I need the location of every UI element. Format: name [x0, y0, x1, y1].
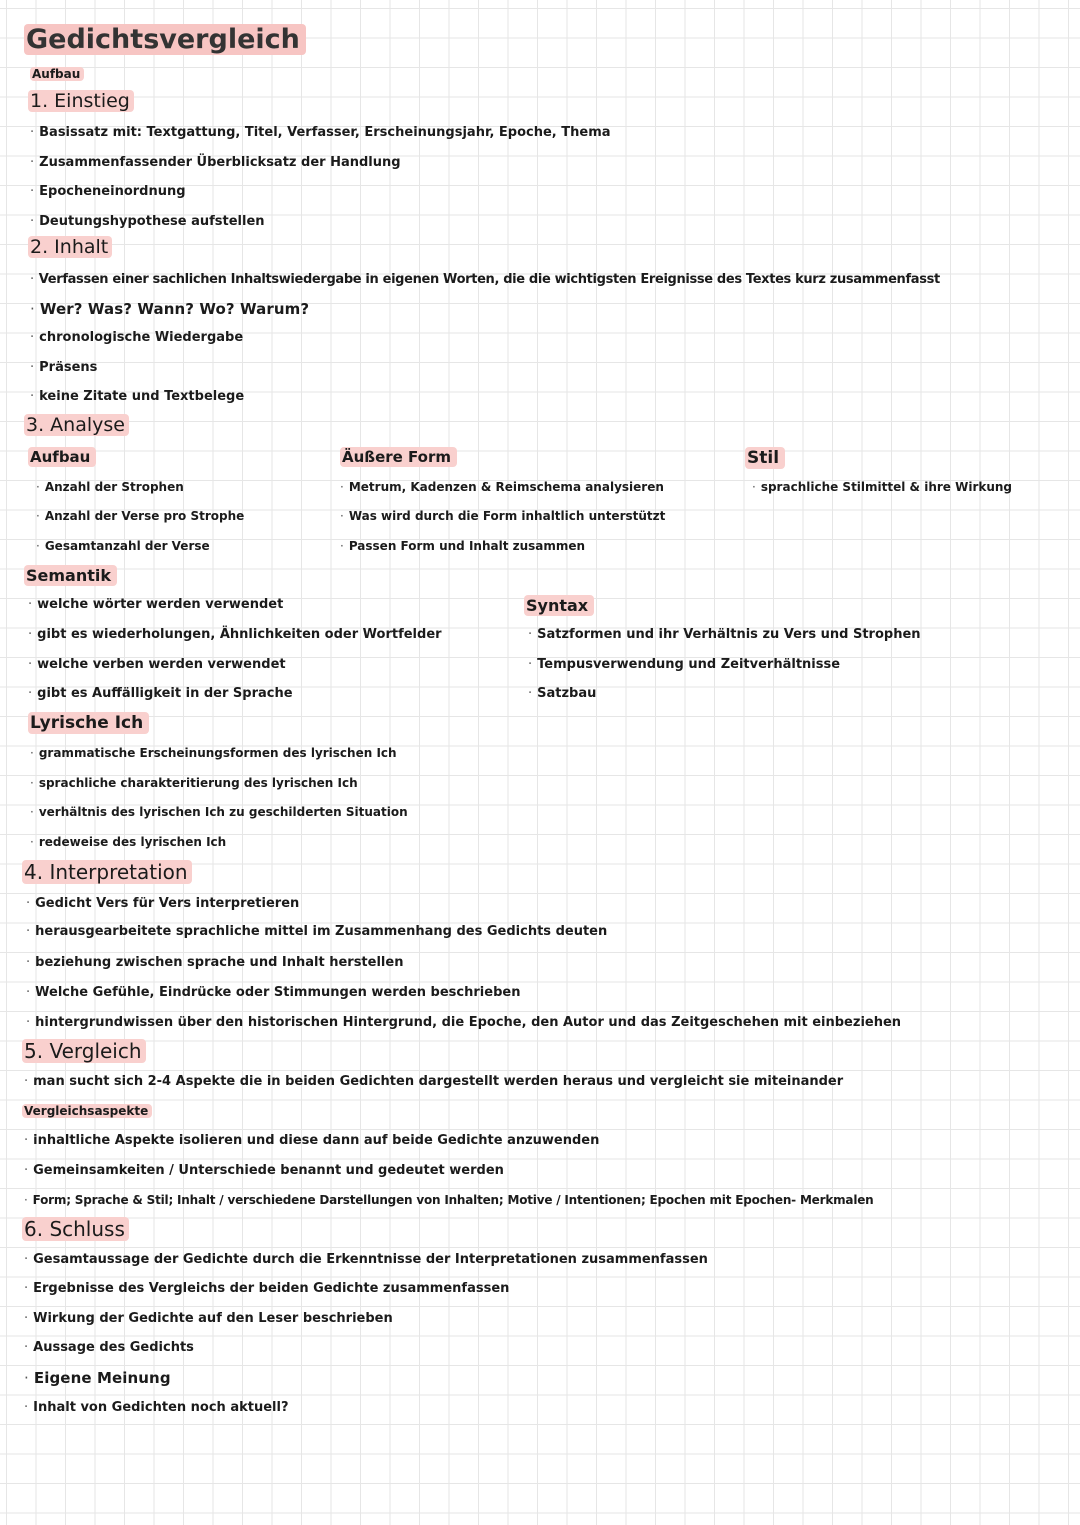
list-item: · herausgearbeitete sprachliche mittel im Zusammenhang des Gedichts deuten	[26, 924, 608, 939]
list-item: · Gesamtanzahl der Verse	[36, 539, 210, 553]
list-item: · gibt es Auffälligkeit in der Sprache	[28, 686, 293, 701]
list-item: · Gesamtaussage der Gedichte durch die Erkenntnisse der Interpretationen zusammenfassen	[24, 1252, 708, 1267]
list-item: · Welche Gefühle, Eindrücke oder Stimmungen werden beschrieben	[26, 985, 521, 1000]
list-item: · Ergebnisse des Vergleichs der beiden Gedichte zusammenfassen	[24, 1281, 510, 1296]
list-item: · Form; Sprache & Stil; Inhalt / verschiedene Darstellungen von Inhalten; Motive / Intentionen; Epochen mit Epochen- Merkmalen	[24, 1193, 874, 1207]
list-item: · Präsens	[30, 360, 98, 375]
list-item: · Satzformen und ihr Verhältnis zu Vers und Strophen	[528, 627, 921, 642]
list-item: · beziehung zwischen sprache und Inhalt herstellen	[26, 955, 404, 970]
section-heading-einstieg: 1. Einstieg	[28, 92, 134, 111]
list-item: · grammatische Erscheinungsformen des lyrischen Ich	[30, 746, 397, 760]
list-item: · Satzbau	[528, 686, 597, 701]
list-item: · verhältnis des lyrischen Ich zu geschilderten Situation	[30, 805, 408, 819]
list-item: · Wirkung der Gedichte auf den Leser beschrieben	[24, 1311, 393, 1326]
subheading-semantik: Semantik	[24, 568, 117, 584]
subheading-aufbau: Aufbau	[28, 450, 96, 465]
list-item: · Epocheneinordnung	[30, 184, 186, 199]
section-heading-schluss: 6. Schluss	[22, 1219, 129, 1239]
section-heading-inhalt: 2. Inhalt	[28, 238, 112, 257]
section-heading-analyse: 3. Analyse	[24, 416, 129, 435]
vergleich-intro: · man sucht sich 2-4 Aspekte die in beiden Gedichten dargestellt werden heraus und vergleicht sie miteinander	[24, 1074, 844, 1089]
list-item: · Zusammenfassender Überblicksatz der Handlung	[30, 155, 401, 170]
aufbau-label: Aufbau	[30, 68, 84, 80]
list-item: · chronologische Wiedergabe	[30, 330, 244, 345]
list-item: · inhaltliche Aspekte isolieren und diese dann auf beide Gedichte anzuwenden	[24, 1133, 600, 1148]
subheading-aeussere-form: Äußere Form	[340, 450, 457, 465]
list-item: · Tempusverwendung und Zeitverhältnisse	[528, 657, 841, 672]
list-item: · keine Zitate und Textbelege	[30, 389, 245, 404]
list-item: · Was wird durch die Form inhaltlich unterstützt	[340, 509, 666, 523]
list-item: · Anzahl der Verse pro Strophe	[36, 509, 245, 523]
list-item: · sprachliche Stilmittel & ihre Wirkung	[752, 480, 1013, 494]
list-item: · Verfassen einer sachlichen Inhaltswiedergabe in eigenen Worten, die die wichtigsten Ereignisse des Textes kurz zusammenfasst	[30, 272, 940, 287]
list-item: · Gedicht Vers für Vers interpretieren	[26, 896, 300, 911]
list-item: · Eigene Meinung	[24, 1369, 171, 1387]
list-item: · sprachliche charakteritierung des lyrischen Ich	[30, 776, 358, 790]
page-title: Gedichtsvergleich	[24, 26, 306, 53]
list-item: · Anzahl der Strophen	[36, 480, 184, 494]
subheading-syntax: Syntax	[524, 598, 594, 614]
list-item: · hintergrundwissen über den historischen Hintergrund, die Epoche, den Autor und das Zeitgeschehen mit einbeziehen	[26, 1015, 902, 1030]
section-heading-vergleich: 5. Vergleich	[22, 1041, 146, 1061]
subheading-stil: Stil	[745, 450, 785, 467]
section-heading-interpretation: 4. Interpretation	[22, 862, 192, 882]
list-item: · Passen Form und Inhalt zusammen	[340, 539, 586, 553]
subheading-lyrisches-ich: Lyrische Ich	[28, 715, 149, 732]
subheading-vergleichsaspekte: Vergleichsaspekte	[22, 1105, 152, 1117]
list-item: · Deutungshypothese aufstellen	[30, 214, 265, 229]
list-item: · Wer? Was? Wann? Wo? Warum?	[30, 300, 310, 318]
list-item: · Basissatz mit: Textgattung, Titel, Verfasser, Erscheinungsjahr, Epoche, Thema	[30, 125, 611, 140]
list-item: · Gemeinsamkeiten / Unterschiede benannt und gedeutet werden	[24, 1163, 504, 1178]
list-item: · redeweise des lyrischen Ich	[30, 835, 227, 849]
list-item: · welche verben werden verwendet	[28, 657, 286, 672]
list-item: · Inhalt von Gedichten noch aktuell?	[24, 1400, 289, 1415]
list-item: · gibt es wiederholungen, Ähnlichkeiten oder Wortfelder	[28, 627, 442, 642]
list-item: · welche wörter werden verwendet	[28, 597, 284, 612]
list-item: · Metrum, Kadenzen & Reimschema analysieren	[340, 480, 664, 494]
list-item: · Aussage des Gedichts	[24, 1340, 194, 1355]
